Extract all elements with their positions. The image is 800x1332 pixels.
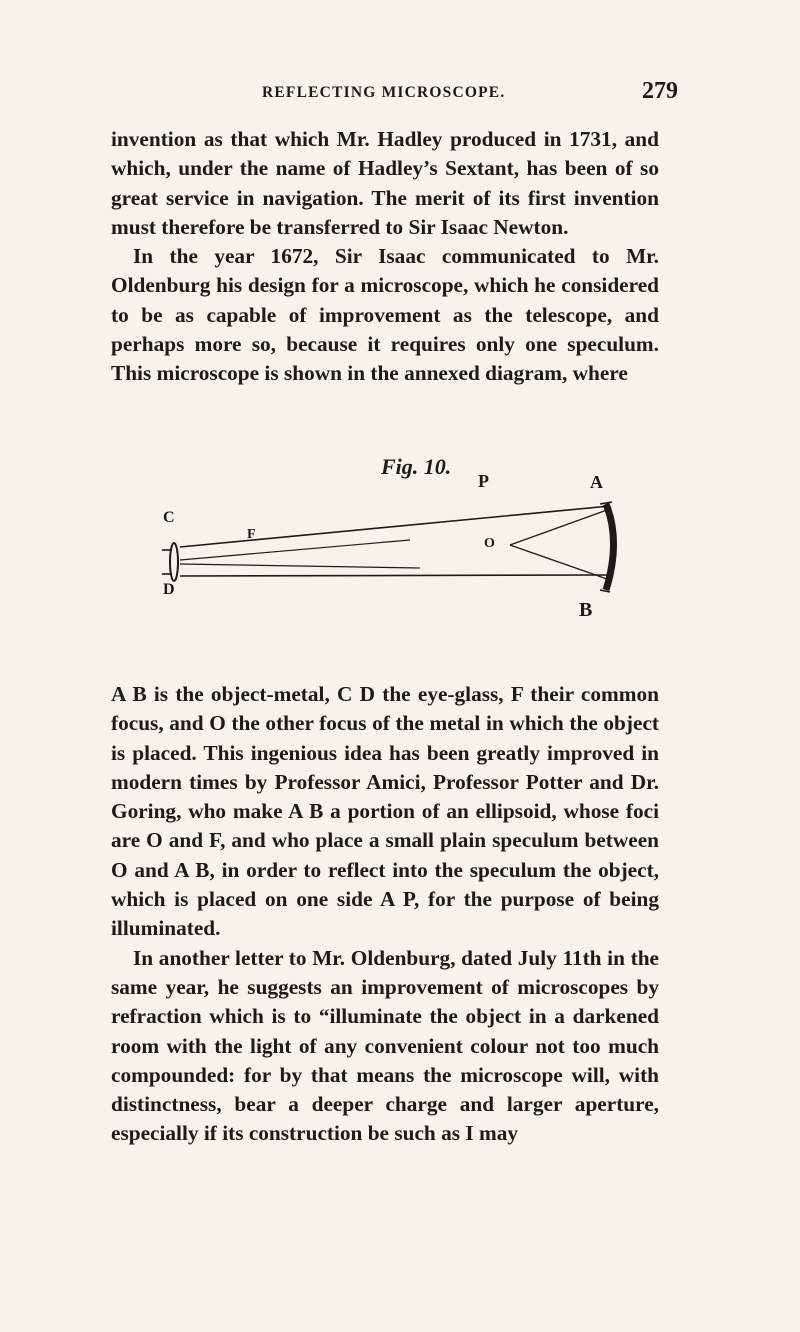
label-b: B	[579, 599, 593, 621]
paragraph: invention as that which Mr. Hadley produced in 1731, and which, under the name of Hadley’s Sextant, has been of so great service in navigation. The merit of its first invention must therefore be transferred to Sir Isaac Newton.	[111, 127, 659, 239]
ray-focus-lower	[180, 564, 420, 568]
figure-reflecting-microscope-diagram	[120, 448, 680, 638]
running-title: REFLECTING MICROSCOPE.	[262, 84, 506, 101]
running-head	[0, 80, 800, 110]
ray-o-lower	[510, 545, 607, 579]
object-metal-speculum	[606, 504, 614, 590]
ray-o-upper	[510, 510, 607, 545]
paragraph: A B is the object-metal, C D the eye-glass, F their common focus, and O the other focus of the metal in which the object is placed. This ingenious idea has been greatly improved in modern times by Professor Amici, Professor Potter and Dr. Goring, who make A B a portion of an ellipsoid, whose foci are O and F, and who place a small plain speculum between O and A B, in order to reflect into the speculum the object, which is placed on one side A P, for the purpose of being illuminated.	[111, 682, 659, 941]
page-number: 279	[642, 78, 678, 104]
metal-edge-top	[600, 502, 612, 504]
paragraph: In another letter to Mr. Oldenburg, dated July 11th in the same year, he suggests an improvement of microscopes by refraction which is to “illuminate the object in a darkened room with the light of any convenient colour not too much compounded: for by that means the microscope will, with distinctness, bear a deeper charge and larger aperture, especially if its construction be such as I may	[111, 945, 659, 1146]
label-c: C	[163, 509, 175, 526]
text-block-top	[111, 125, 659, 389]
text-block-bottom	[111, 680, 659, 1149]
figure-caption: Fig. 10.	[381, 454, 452, 479]
label-p: P	[478, 471, 489, 491]
eye-glass-lens	[170, 543, 178, 581]
label-o: O	[484, 536, 495, 551]
paragraph: In the year 1672, Sir Isaac communicated to Mr. Oldenburg his design for a microscope, which he considered to be as capable of improvement as the telescope, and perhaps more so, because it requires only one speculum. This microscope is shown in the annexed diagram, where	[111, 244, 659, 386]
label-a: A	[590, 472, 603, 492]
label-d: D	[163, 581, 175, 598]
label-f: F	[247, 527, 256, 542]
ray-lower	[180, 575, 610, 576]
